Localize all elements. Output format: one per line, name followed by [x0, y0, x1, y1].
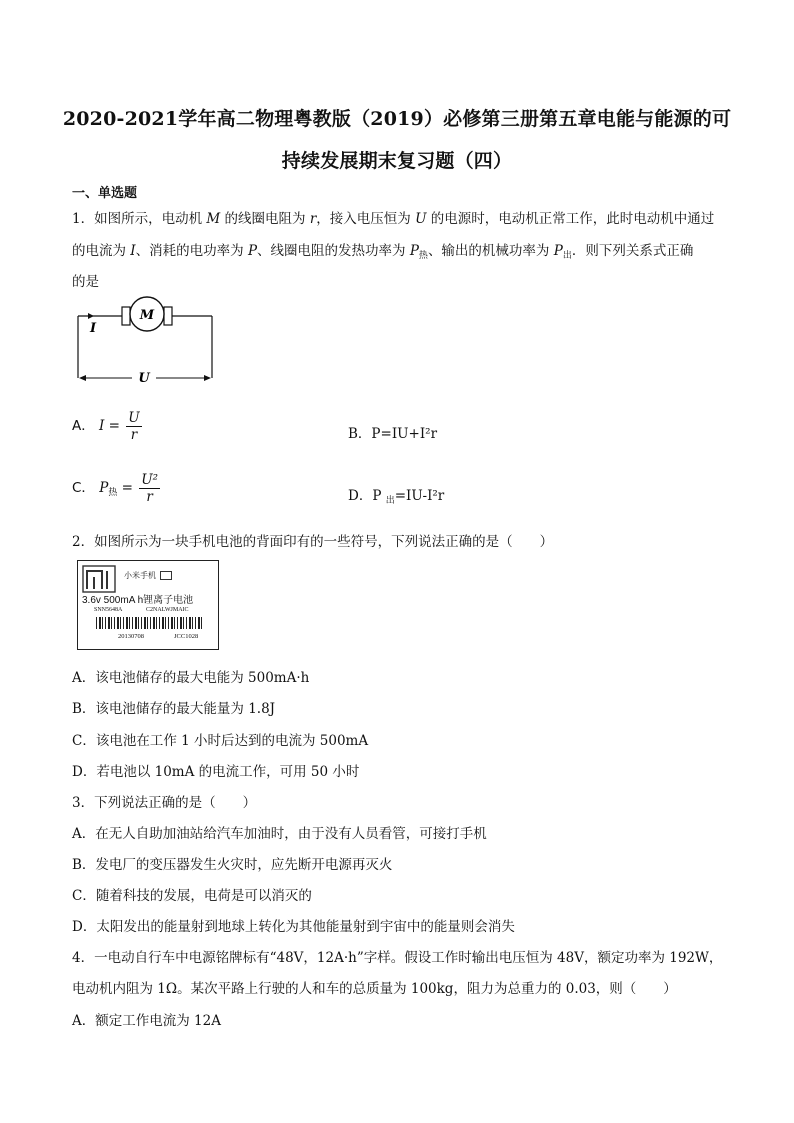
- section-heading: 一、单选题: [72, 186, 138, 201]
- current-arrow: [88, 313, 94, 319]
- voltage-arrow-left: [79, 375, 86, 381]
- battery-code-1: SNN5648A: [94, 607, 123, 613]
- q1-option-b[interactable]: B．P=IU+I²r: [348, 426, 438, 442]
- document-title-line-1: 2020-2021学年高二物理粤教版（2019）必修第三册第五章电能与能源的可: [62, 108, 732, 130]
- q4-option-a[interactable]: A．额定工作电流为 12A: [72, 1013, 221, 1029]
- battery-code-2: C2NALWJMAIC: [146, 607, 189, 613]
- q3-option-b[interactable]: B．发电厂的变压器发生火灾时，应先断开电源再灭火: [72, 857, 393, 873]
- badge-icon: [160, 571, 172, 580]
- motor-circuit-figure: [72, 296, 222, 388]
- q1-option-a[interactable]: A． I = $\frac{U}{r}$: [72, 410, 140, 443]
- q3-option-c[interactable]: C．随着科技的发展，电荷是可以消灭的: [72, 888, 312, 904]
- q2-option-c[interactable]: C．该电池在工作 1 小时后达到的电流为 500mA: [72, 733, 369, 749]
- q4-stem-line-1: 4．一电动自行车中电源铭牌标有“48V，12A·h”字样。假设工作时输出电压恒为 48V，额定功率为 192W，: [72, 950, 723, 966]
- current-label: I: [90, 321, 97, 336]
- q2-stem: 2．如图所示为一块手机电池的背面印有的一些符号，下列说法正确的是（ ）: [72, 534, 554, 550]
- q2-option-a[interactable]: A．该电池储存的最大电能为 500mA·h: [72, 670, 310, 686]
- motor-label: M: [139, 308, 155, 323]
- battery-spec: 3.6v 500mA h锂离子电池: [82, 595, 194, 606]
- battery-date: 20130708: [118, 633, 144, 640]
- voltage-label: U: [138, 371, 150, 386]
- q1-stem-line-3: 的是: [72, 274, 99, 290]
- q1-option-d[interactable]: D．P $_出$=IU-I²r: [348, 488, 445, 506]
- battery-brand: 小米手机: [124, 570, 172, 581]
- q3-stem: 3．下列说法正确的是（ ）: [72, 795, 257, 811]
- q3-option-a[interactable]: A．在无人自助加油站给汽车加油时，由于没有人员看管，可接打手机: [72, 826, 487, 842]
- q2-option-d[interactable]: D．若电池以 10mA 的电流工作，可用 50 小时: [72, 764, 360, 780]
- q1-stem-line-2: 的电流为 I、消耗的电功率为 P、线圈电阻的发热功率为 $P_热$、输出的机械功率为 $P_出$．则下列关系式正确: [72, 243, 694, 261]
- motor-terminal-right: [164, 307, 172, 325]
- barcode-icon: [96, 617, 204, 629]
- q2-option-b[interactable]: B．该电池储存的最大能量为 1.8J: [72, 701, 276, 717]
- mi-logo-icon: [82, 565, 116, 593]
- q1-option-c[interactable]: C． $P_热$ = $\frac{\text{U²}}{r}$: [72, 472, 159, 505]
- q1-stem-line-1: 1．如图所示，电动机 M 的线圈电阻为 r，接入电压恒为 U 的电源时，电动机正常工作，此时电动机中通过: [72, 211, 715, 227]
- document-title-line-2: 持续发展期末复习题（四）: [281, 150, 513, 172]
- q3-option-d[interactable]: D．太阳发出的能量射到地球上转化为其他能量射到宇宙中的能量则会消失: [72, 919, 515, 935]
- motor-terminal-left: [122, 307, 130, 325]
- voltage-arrow-right: [204, 375, 211, 381]
- battery-label-figure: [77, 560, 219, 650]
- battery-code-3: JCC1028: [174, 633, 199, 640]
- q4-stem-line-2: 电动机内阻为 1Ω。某次平路上行驶的人和车的总质量为 100kg，阻力为总重力的 0.03，则（ ）: [72, 981, 677, 997]
